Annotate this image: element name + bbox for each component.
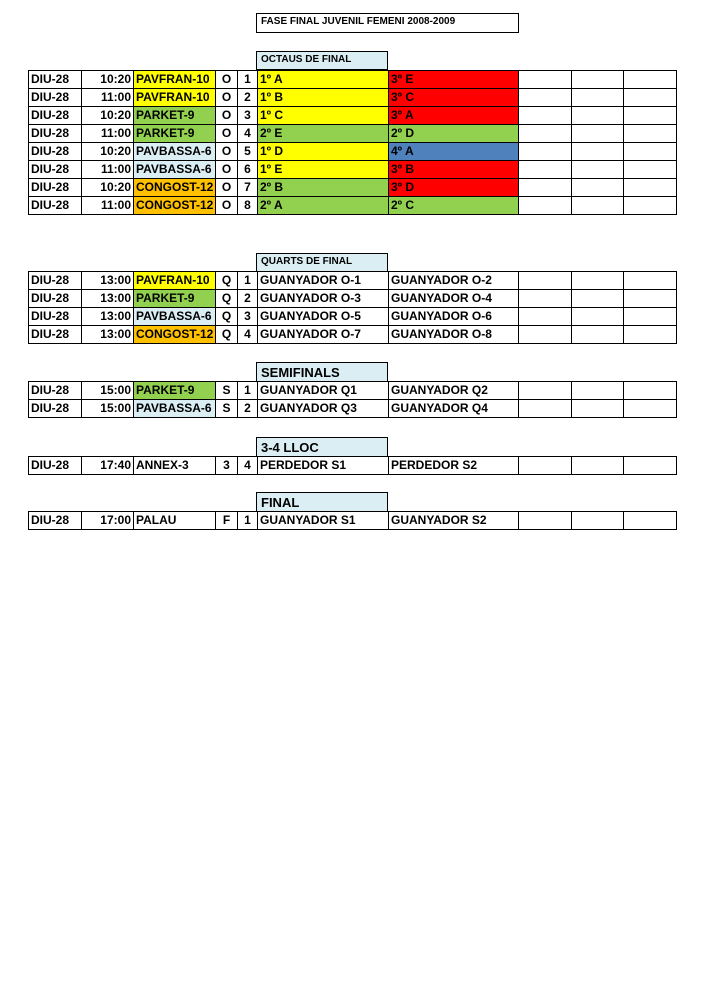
- match-team-1: GUANYADOR Q1: [258, 382, 389, 400]
- result-cell: [572, 272, 624, 290]
- match-venue: PARKET-9: [134, 125, 216, 143]
- result-cell: [624, 179, 677, 197]
- result-cell: [572, 197, 624, 215]
- result-cell: [624, 308, 677, 326]
- match-row: [29, 179, 677, 197]
- match-time: 17:00: [82, 512, 134, 530]
- match-team-2: PERDEDOR S2: [389, 457, 519, 475]
- result-cell: [572, 161, 624, 179]
- match-team-2: 3º A: [389, 107, 519, 125]
- result-cell: [519, 308, 572, 326]
- match-team-2: 3º C: [389, 89, 519, 107]
- result-cell: [572, 89, 624, 107]
- result-cell: [572, 308, 624, 326]
- result-cell: [519, 89, 572, 107]
- match-team-2: GUANYADOR Q4: [389, 400, 519, 418]
- match-row: [29, 197, 677, 215]
- result-cell: [519, 512, 572, 530]
- match-phase: F: [216, 512, 238, 530]
- result-cell: [572, 143, 624, 161]
- match-time: 10:20: [82, 107, 134, 125]
- match-row: [29, 457, 677, 475]
- match-venue: PAVBASSA-6: [134, 143, 216, 161]
- match-phase: O: [216, 179, 238, 197]
- match-venue: PAVBASSA-6: [134, 161, 216, 179]
- result-cell: [624, 197, 677, 215]
- section-header-final: FINAL: [256, 492, 388, 512]
- match-row: [29, 512, 677, 530]
- match-phase: 3: [216, 457, 238, 475]
- result-cell: [519, 161, 572, 179]
- match-row: [29, 161, 677, 179]
- result-cell: [519, 326, 572, 344]
- match-number: 8: [238, 197, 258, 215]
- result-cell: [572, 71, 624, 89]
- result-cell: [624, 89, 677, 107]
- schedule-table-3-4-lloc: [28, 456, 677, 475]
- match-time: 10:20: [82, 143, 134, 161]
- result-cell: [519, 197, 572, 215]
- result-cell: [624, 457, 677, 475]
- match-venue: PAVFRAN-10: [134, 272, 216, 290]
- match-day: DIU-28: [29, 326, 82, 344]
- match-time: 15:00: [82, 382, 134, 400]
- match-row: [29, 143, 677, 161]
- result-cell: [519, 457, 572, 475]
- match-team-1: 2º B: [258, 179, 389, 197]
- match-row: [29, 326, 677, 344]
- match-row: [29, 400, 677, 418]
- section-header-quarts: QUARTS DE FINAL: [256, 253, 388, 272]
- match-venue: PAVBASSA-6: [134, 308, 216, 326]
- match-venue: PARKET-9: [134, 382, 216, 400]
- match-row: [29, 107, 677, 125]
- match-number: 7: [238, 179, 258, 197]
- match-phase: O: [216, 125, 238, 143]
- match-row: [29, 272, 677, 290]
- match-phase: S: [216, 400, 238, 418]
- section-header-octaus: OCTAUS DE FINAL: [256, 51, 388, 70]
- result-cell: [519, 382, 572, 400]
- match-team-2: 4º A: [389, 143, 519, 161]
- match-row: [29, 308, 677, 326]
- match-venue: PALAU: [134, 512, 216, 530]
- match-row: [29, 125, 677, 143]
- match-number: 5: [238, 143, 258, 161]
- result-cell: [519, 179, 572, 197]
- match-row: [29, 382, 677, 400]
- result-cell: [624, 107, 677, 125]
- match-day: DIU-28: [29, 71, 82, 89]
- schedule-table-quarts: [28, 271, 677, 344]
- match-team-1: GUANYADOR O-5: [258, 308, 389, 326]
- schedule-table-semifinals: [28, 381, 677, 418]
- match-venue: CONGOST-12: [134, 197, 216, 215]
- match-day: DIU-28: [29, 290, 82, 308]
- match-team-1: GUANYADOR Q3: [258, 400, 389, 418]
- match-time: 13:00: [82, 272, 134, 290]
- match-team-1: 2º E: [258, 125, 389, 143]
- result-cell: [572, 125, 624, 143]
- match-team-1: 1º C: [258, 107, 389, 125]
- match-number: 3: [238, 107, 258, 125]
- match-time: 11:00: [82, 161, 134, 179]
- match-team-1: GUANYADOR O-7: [258, 326, 389, 344]
- match-team-2: GUANYADOR S2: [389, 512, 519, 530]
- result-cell: [572, 400, 624, 418]
- match-venue: PARKET-9: [134, 290, 216, 308]
- result-cell: [572, 382, 624, 400]
- result-cell: [572, 457, 624, 475]
- match-team-2: GUANYADOR O-2: [389, 272, 519, 290]
- match-number: 3: [238, 308, 258, 326]
- match-team-2: 3º B: [389, 161, 519, 179]
- match-time: 10:20: [82, 71, 134, 89]
- match-team-1: GUANYADOR O-1: [258, 272, 389, 290]
- result-cell: [624, 290, 677, 308]
- match-day: DIU-28: [29, 272, 82, 290]
- match-team-2: GUANYADOR O-4: [389, 290, 519, 308]
- match-venue: ANNEX-3: [134, 457, 216, 475]
- match-time: 17:40: [82, 457, 134, 475]
- match-number: 2: [238, 400, 258, 418]
- match-number: 2: [238, 89, 258, 107]
- match-team-2: 3º D: [389, 179, 519, 197]
- match-team-2: GUANYADOR Q2: [389, 382, 519, 400]
- match-team-1: 1º B: [258, 89, 389, 107]
- match-team-2: GUANYADOR O-8: [389, 326, 519, 344]
- match-number: 1: [238, 71, 258, 89]
- result-cell: [519, 272, 572, 290]
- match-phase: Q: [216, 272, 238, 290]
- result-cell: [519, 107, 572, 125]
- match-time: 11:00: [82, 125, 134, 143]
- schedule-table-octaus: [28, 70, 677, 215]
- match-day: DIU-28: [29, 161, 82, 179]
- result-cell: [519, 143, 572, 161]
- match-number: 6: [238, 161, 258, 179]
- match-team-1: 1º E: [258, 161, 389, 179]
- match-time: 13:00: [82, 326, 134, 344]
- match-phase: O: [216, 143, 238, 161]
- result-cell: [624, 326, 677, 344]
- match-phase: Q: [216, 308, 238, 326]
- result-cell: [624, 161, 677, 179]
- result-cell: [572, 179, 624, 197]
- match-time: 11:00: [82, 89, 134, 107]
- section-header-3-4-lloc: 3-4 LLOC: [256, 437, 388, 457]
- match-day: DIU-28: [29, 143, 82, 161]
- result-cell: [519, 71, 572, 89]
- result-cell: [519, 125, 572, 143]
- result-cell: [572, 107, 624, 125]
- match-number: 4: [238, 125, 258, 143]
- result-cell: [624, 125, 677, 143]
- match-time: 10:20: [82, 179, 134, 197]
- match-team-1: GUANYADOR S1: [258, 512, 389, 530]
- result-cell: [624, 512, 677, 530]
- match-day: DIU-28: [29, 400, 82, 418]
- result-cell: [572, 290, 624, 308]
- match-time: 15:00: [82, 400, 134, 418]
- match-day: DIU-28: [29, 197, 82, 215]
- match-day: DIU-28: [29, 107, 82, 125]
- match-phase: O: [216, 71, 238, 89]
- match-day: DIU-28: [29, 125, 82, 143]
- match-number: 1: [238, 382, 258, 400]
- match-day: DIU-28: [29, 89, 82, 107]
- match-phase: O: [216, 89, 238, 107]
- match-row: [29, 290, 677, 308]
- result-cell: [624, 71, 677, 89]
- match-time: 13:00: [82, 308, 134, 326]
- match-venue: CONGOST-12: [134, 179, 216, 197]
- match-day: DIU-28: [29, 512, 82, 530]
- match-number: 2: [238, 290, 258, 308]
- match-day: DIU-28: [29, 457, 82, 475]
- match-venue: PARKET-9: [134, 107, 216, 125]
- match-row: [29, 89, 677, 107]
- result-cell: [519, 290, 572, 308]
- schedule-table-final: [28, 511, 677, 530]
- result-cell: [624, 400, 677, 418]
- match-number: 1: [238, 272, 258, 290]
- match-day: DIU-28: [29, 382, 82, 400]
- match-time: 13:00: [82, 290, 134, 308]
- result-cell: [519, 400, 572, 418]
- match-venue: PAVFRAN-10: [134, 89, 216, 107]
- match-phase: O: [216, 107, 238, 125]
- result-cell: [572, 512, 624, 530]
- match-phase: Q: [216, 290, 238, 308]
- result-cell: [572, 326, 624, 344]
- match-row: [29, 71, 677, 89]
- match-phase: O: [216, 197, 238, 215]
- match-phase: Q: [216, 326, 238, 344]
- match-venue: CONGOST-12: [134, 326, 216, 344]
- match-team-1: GUANYADOR O-3: [258, 290, 389, 308]
- match-day: DIU-28: [29, 308, 82, 326]
- match-team-1: 1º D: [258, 143, 389, 161]
- match-team-2: 2º D: [389, 125, 519, 143]
- match-team-2: GUANYADOR O-6: [389, 308, 519, 326]
- result-cell: [624, 382, 677, 400]
- match-team-1: PERDEDOR S1: [258, 457, 389, 475]
- match-number: 4: [238, 457, 258, 475]
- result-cell: [624, 272, 677, 290]
- match-team-1: 1º A: [258, 71, 389, 89]
- match-day: DIU-28: [29, 179, 82, 197]
- result-cell: [624, 143, 677, 161]
- match-number: 4: [238, 326, 258, 344]
- section-header-semifinals: SEMIFINALS: [256, 362, 388, 382]
- match-number: 1: [238, 512, 258, 530]
- match-phase: S: [216, 382, 238, 400]
- page-title: FASE FINAL JUVENIL FEMENI 2008-2009: [256, 13, 519, 33]
- match-venue: PAVFRAN-10: [134, 71, 216, 89]
- match-team-2: 2º C: [389, 197, 519, 215]
- match-team-1: 2º A: [258, 197, 389, 215]
- match-time: 11:00: [82, 197, 134, 215]
- match-phase: O: [216, 161, 238, 179]
- match-team-2: 3º E: [389, 71, 519, 89]
- match-venue: PAVBASSA-6: [134, 400, 216, 418]
